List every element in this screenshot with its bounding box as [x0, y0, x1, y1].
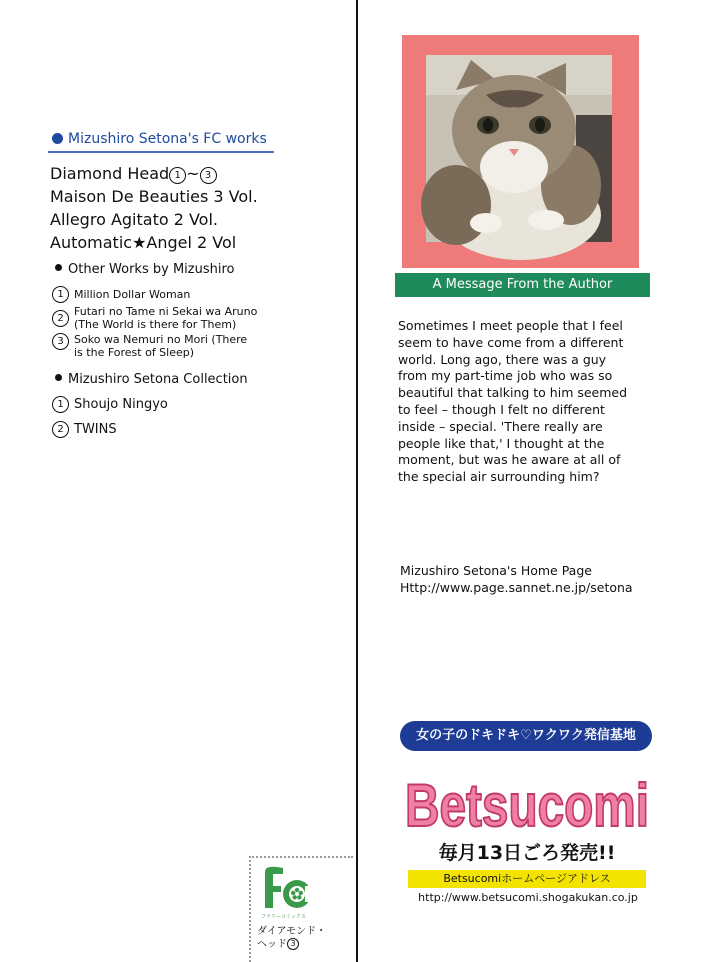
collection-heading [55, 372, 248, 387]
ad-release-date: 毎月13日ごろ発売!! [438, 842, 616, 864]
homepage-url-link[interactable]: Http://www.page.sannet.ne.jp/setona [400, 580, 633, 595]
message-line: to feel – though I felt no different [398, 401, 605, 417]
message-line: from my part-time job who was so [398, 368, 613, 384]
other-work-title [74, 333, 247, 359]
work-title: Automatic [50, 233, 133, 252]
collection-title: Shoujo Ningyo [74, 397, 168, 412]
other-work-line: Futari no Tame ni Sekai wa Aruno [74, 305, 258, 318]
cat-image-icon [426, 55, 612, 242]
ad-tagline: 女の子のドキドキ♡ワクワク発信基地 [400, 721, 652, 751]
message-banner: A Message From the Author [395, 273, 650, 297]
betsucomi-logo-text: Betsucomi [405, 772, 649, 839]
other-work-line: Soko wa Nemuri no Mori (There [74, 333, 248, 346]
work-item-diamond-head [50, 162, 258, 185]
circled-number: 1 [52, 286, 69, 303]
message-line: moment, but was he aware at all of [398, 452, 621, 468]
flower-comics-logo-box [249, 856, 353, 962]
message-line: inside – special. 'There really are [398, 418, 603, 434]
circled-number: 2 [52, 310, 69, 327]
page-divider [356, 0, 358, 962]
circled-number: 1 [52, 396, 69, 413]
circled-number: 3 [200, 167, 217, 184]
star-icon: ★ [132, 233, 147, 252]
fc-works-heading-text: Mizushiro Setona's FC works [68, 131, 267, 147]
collection-heading-text: Mizushiro Setona Collection [68, 372, 248, 387]
fc-works-list [50, 162, 258, 254]
homepage-label: Mizushiro Setona's Home Page [400, 563, 592, 578]
homepage-block [400, 562, 633, 596]
message-line: seem to have come from a different [398, 334, 624, 350]
circled-number: 3 [287, 938, 299, 950]
other-works-heading-text: Other Works by Mizushiro [68, 262, 235, 277]
volume-title-line: ダイアモンド・ [257, 926, 327, 937]
logo-subtext: フラワーコミックス [261, 914, 306, 920]
volume-title-line: ヘッド [257, 939, 287, 950]
work-title: Maison De Beauties 3 Vol. [50, 187, 258, 206]
message-line: people like that,' I thought at the [398, 435, 605, 451]
ad-homepage-label: Betsucomiホームページアドレス [408, 870, 646, 888]
work-item-maison [50, 185, 258, 208]
collection-title: TWINS [74, 422, 117, 437]
work-item-automatic-angel [50, 231, 258, 254]
circled-number: 1 [169, 167, 186, 184]
bullet-dot-icon [55, 374, 62, 381]
work-title: Angel 2 Vol [146, 233, 237, 252]
other-work-title [74, 305, 257, 331]
other-work-item [52, 305, 257, 331]
message-line: the special air surrounding him? [398, 469, 600, 485]
other-work-title [74, 286, 190, 301]
other-works-heading [55, 262, 234, 277]
message-line: beautiful that talking to him seemed [398, 385, 628, 401]
message-line: world. Long ago, there was a guy [398, 351, 607, 367]
collection-item [52, 421, 117, 438]
circled-number: 3 [52, 333, 69, 350]
author-message [398, 318, 668, 486]
other-work-line: Million Dollar Woman [74, 288, 191, 301]
other-work-item [52, 286, 190, 303]
heading-underline [48, 151, 274, 153]
bullet-dot-icon [52, 133, 63, 144]
fc-works-heading [52, 131, 267, 147]
volume-title [257, 926, 326, 951]
message-line: Sometimes I meet people that I feel [398, 318, 623, 333]
bullet-dot-icon [55, 264, 62, 271]
work-title: Diamond Head [50, 164, 170, 183]
other-work-line: (The World is there for Them) [74, 318, 237, 331]
author-cat-photo [426, 55, 612, 242]
work-item-allegro [50, 208, 258, 231]
betsucomi-logo [400, 760, 654, 840]
other-work-item [52, 333, 247, 359]
other-work-line: is the Forest of Sleep) [74, 346, 195, 359]
collection-item [52, 396, 168, 413]
flower-comics-logo [259, 864, 315, 924]
circled-number: 2 [52, 421, 69, 438]
range-tilde: ~ [186, 164, 200, 183]
ad-url-link[interactable]: http://www.betsucomi.shogakukan.co.jp [418, 891, 638, 904]
work-title: Allegro Agitato 2 Vol. [50, 210, 218, 229]
